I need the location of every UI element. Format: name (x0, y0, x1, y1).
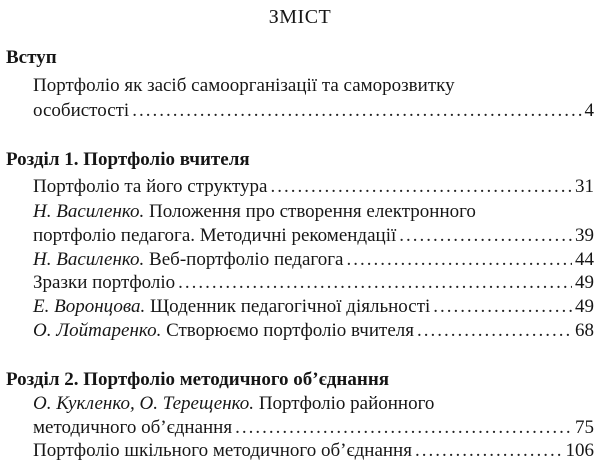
toc-entry[interactable] (33, 440, 594, 462)
dot-leader (433, 296, 572, 318)
dot-leader (399, 225, 572, 247)
toc-entry[interactable] (33, 417, 594, 439)
page-number: 49 (575, 272, 594, 293)
toc-entry-line (33, 393, 434, 415)
toc-entry-title: Зразки портфоліо (33, 272, 176, 293)
toc-entry[interactable] (33, 225, 594, 247)
toc-entry-title: О. Лойтаренко. Створюємо портфоліо вчителя (33, 320, 414, 341)
page-number: 49 (575, 296, 594, 317)
toc-entry-title: методичного об’єднання (33, 417, 233, 438)
dot-leader (417, 320, 572, 342)
author-name: Е. Воронцова. (33, 296, 146, 317)
toc-entry-title: Портфоліо та його структура (33, 176, 268, 197)
author-name: О. Кукленко, О. Терещенко. (33, 393, 255, 414)
page-number: 68 (575, 320, 594, 341)
dot-leader (346, 249, 572, 271)
dot-leader (415, 440, 563, 462)
toc-entry-title: Е. Воронцова. Щоденник педагогічної діяльності (33, 296, 431, 317)
section-heading-intro: Вступ (6, 47, 57, 68)
dot-leader (132, 100, 581, 122)
toc-entry-title: особистості (33, 100, 130, 121)
section-heading-1: Розділ 1. Портфоліо вчителя (6, 149, 250, 170)
page-title: ЗМІСТ (268, 6, 332, 28)
page-number: 75 (575, 417, 594, 438)
toc-entry[interactable] (33, 296, 594, 318)
page-number: 106 (565, 440, 594, 461)
toc-entry-title: Положення про створення електронного (144, 201, 476, 222)
dot-leader (178, 272, 572, 294)
page-number: 31 (575, 176, 594, 197)
author-name: Н. Василенко. (33, 201, 145, 222)
toc-entry-line (33, 201, 476, 223)
toc-entry[interactable] (33, 100, 594, 122)
toc-entry-title: портфоліо педагога. Методичні рекомендації (33, 225, 397, 246)
toc-entry-title: Портфоліо шкільного методичного об’єднання (33, 440, 412, 461)
page-number: 39 (575, 225, 594, 246)
toc-entry-line: Портфоліо як засіб самоорганізації та саморозвитку (33, 75, 455, 96)
toc-entry[interactable] (33, 320, 594, 342)
toc-entry-title: Н. Василенко. Веб-портфоліо педагога (33, 249, 344, 270)
toc-entry[interactable] (33, 272, 594, 294)
toc-entry[interactable] (33, 176, 594, 198)
page-number: 4 (584, 100, 594, 121)
dot-leader (271, 176, 573, 198)
page-number: 44 (575, 249, 594, 270)
section-heading-2: Розділ 2. Портфоліо методичного об’єднання (6, 369, 390, 390)
dot-leader (235, 417, 572, 439)
toc-entry-title: Портфоліо районного (254, 393, 435, 414)
author-name: Н. Василенко. (33, 249, 145, 270)
author-name: О. Лойтаренко. (33, 320, 162, 341)
toc-entry[interactable] (33, 249, 594, 271)
